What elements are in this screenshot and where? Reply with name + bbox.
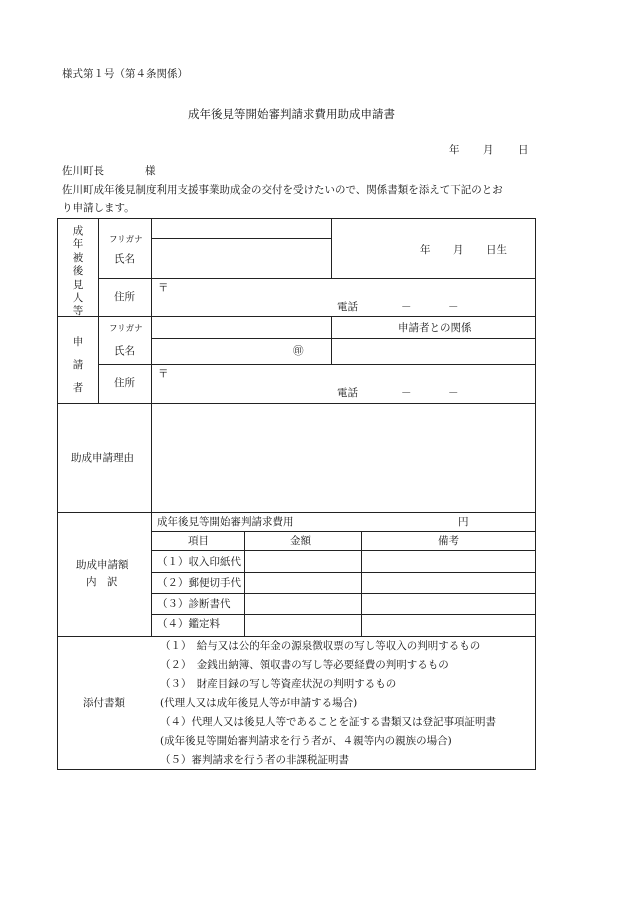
breakdown-total-field[interactable] (330, 513, 455, 531)
note-field-3[interactable] (362, 594, 535, 614)
item-revenue-stamp: （１）収入印紙代 (157, 556, 241, 568)
applicant-relation-label: 申請者との関係 (398, 322, 472, 334)
date-year: 年 (449, 144, 460, 156)
addressee-name: 佐川町長 (62, 165, 104, 177)
header-note: 備考 (438, 535, 459, 547)
applicant-address-label: 住所 (114, 377, 135, 389)
ward-phone-dash-1: － (401, 301, 412, 313)
breakdown-label-1: 助成申請額 (76, 559, 129, 571)
attachment-line-5: （４）代理人又は後見人等であることを証する書類又は登記事項証明書 (160, 716, 496, 728)
attachment-line-2: （２） 金銭出納簿、領収書の写し等必要経費の判明するもの (160, 659, 449, 671)
ward-furigana-label: フリガナ (109, 235, 143, 245)
date-day: 日 (518, 144, 529, 156)
date-month: 月 (483, 144, 494, 156)
breakdown-label-2: 内 訳 (86, 576, 118, 588)
ward-furigana-field[interactable] (152, 219, 331, 238)
breakdown-yen: 円 (458, 516, 469, 528)
item-postage: （２）郵便切手代 (157, 577, 241, 589)
intro-line-2: り申請します。 (62, 202, 135, 214)
attachment-line-1: （１） 給与又は公的年金の源泉徴収票の写し等収入の判明するもの (160, 640, 481, 652)
applicant-postal-mark: 〒 (158, 368, 169, 380)
ward-phone-label: 電話 (337, 301, 358, 313)
form-number: 様式第１号（第４条関係） (62, 68, 188, 80)
attachment-line-4: (代理人又は成年後見人等が申請する場合) (160, 697, 358, 709)
breakdown-total-label: 成年後見等開始審判請求費用 (157, 516, 294, 528)
note-field-4[interactable] (362, 615, 535, 636)
ward-birth-month: 月 (453, 244, 464, 256)
reason-label: 助成申請理由 (71, 452, 134, 464)
amount-field-4[interactable] (245, 615, 361, 636)
applicant-phone-dash-2: － (448, 387, 459, 399)
page-title: 成年後見等開始審判請求費用助成申請書 (188, 107, 395, 121)
applicant-name-label: 氏名 (114, 345, 135, 357)
attachment-line-7: （５）審判請求を行う者の非課税証明書 (160, 754, 349, 766)
item-appraisal-fee: （４）鑑定料 (157, 618, 220, 630)
header-amount: 金額 (290, 535, 311, 547)
applicant-relation-field[interactable] (332, 339, 535, 364)
amount-field-1[interactable] (245, 551, 361, 572)
item-medical-certificate: （３）診断書代 (157, 598, 231, 610)
applicant-furigana-label: フリガナ (109, 324, 143, 334)
ward-phone-dash-2: － (448, 301, 459, 313)
attachment-line-6: (成年後見等開始審判請求を行う者が、４親等内の親族の場合) (160, 735, 452, 747)
note-field-1[interactable] (362, 551, 535, 572)
reason-field[interactable] (152, 404, 535, 512)
note-field-2[interactable] (362, 573, 535, 593)
ward-name-field[interactable] (152, 239, 331, 278)
ward-birth-day: 日生 (486, 244, 507, 256)
addressee-honorific: 様 (145, 165, 156, 177)
amount-field-3[interactable] (245, 594, 361, 614)
header-item: 項目 (188, 535, 209, 547)
applicant-name-field[interactable] (152, 339, 331, 364)
applicant-furigana-field[interactable] (152, 317, 331, 338)
ward-postal-mark: 〒 (158, 282, 169, 294)
applicant-label: 申 請 者 (72, 336, 84, 394)
ward-name-label: 氏名 (114, 253, 135, 265)
ward-birth-year: 年 (420, 244, 431, 256)
amount-field-2[interactable] (245, 573, 361, 593)
attachments-label: 添付書類 (83, 697, 125, 709)
applicant-phone-label: 電話 (337, 387, 358, 399)
intro-line-1: 佐川町成年後見制度利用支援事業助成金の交付を受けたいので、関係書類を添えて下記のとお (62, 184, 503, 196)
ward-label: 成 年 被 後 見 人 等 (72, 225, 84, 318)
attachment-line-3: （３） 財産目録の写し等資産状況の判明するもの (160, 678, 397, 690)
ward-address-label: 住所 (114, 291, 135, 303)
applicant-phone-dash-1: － (401, 387, 412, 399)
applicant-seal-mark: ㊞ (293, 345, 304, 357)
